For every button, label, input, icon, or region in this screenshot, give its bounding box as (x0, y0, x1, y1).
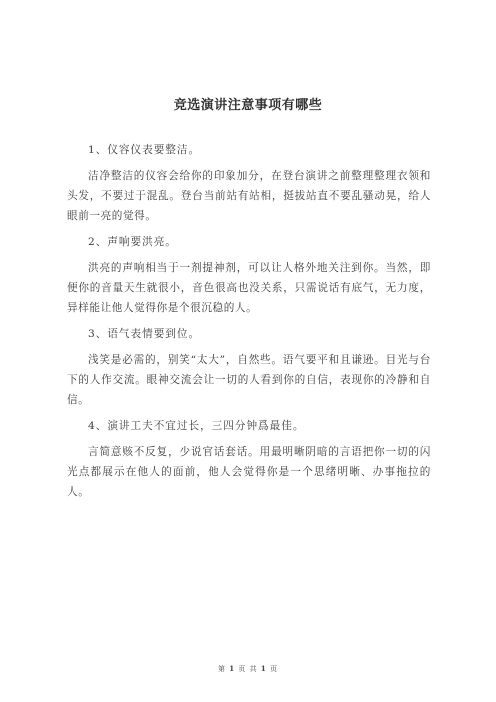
section-heading-4: 4、演讲工夫不宜过长，三四分钟爲最佳。 (88, 420, 305, 432)
document-title: 竞选演讲注意事项有哪些 (173, 98, 323, 113)
section-body-4: 言简意赅不反复，少说官话套话。用最明晰阴暗的言语把你一切的闪光点都展示在他人的面前，他人会觉得你是一个思绪明晰、办事拖拉的人。 (67, 446, 431, 498)
footer-total-pages: 1 (260, 664, 267, 673)
footer-middle: 页 共 (238, 665, 258, 673)
section-heading-1: 1、仪容仪表要整洁。 (88, 144, 201, 156)
section-body-3: 浅笑是必需的，别笑“太大”，自然些。语气要平和且谦逊。目光与台下的人作交流。眼神交流会让一切的人看到你的自信，表现你的冷静和自信。 (67, 354, 431, 406)
footer-page-number: 1 (229, 664, 236, 673)
section-body-1: 洁净整洁的仪容会给你的印象加分，在登台演讲之前整理整理衣领和头发，不要过于混乱。登台当前站有站相，挺拔站直不要乱骚动晃，给人眼前一亮的觉得。 (67, 170, 431, 222)
section-heading-3: 3、语气表情要到位。 (88, 328, 201, 340)
footer-prefix: 第 (218, 665, 227, 673)
footer-suffix: 页 (269, 665, 278, 673)
section-heading-2: 2、声响要洪亮。 (88, 236, 177, 248)
section-body-2: 洪亮的声响相当于一剂提神剂，可以让人格外地关注到你。当然，即便你的音量天生就很小，音色很高也没关系，只需说话有底气，无力度，异样能让他人觉得你是个很沉稳的人。 (67, 262, 431, 314)
document-body (67, 140, 431, 508)
page-footer (0, 664, 496, 674)
